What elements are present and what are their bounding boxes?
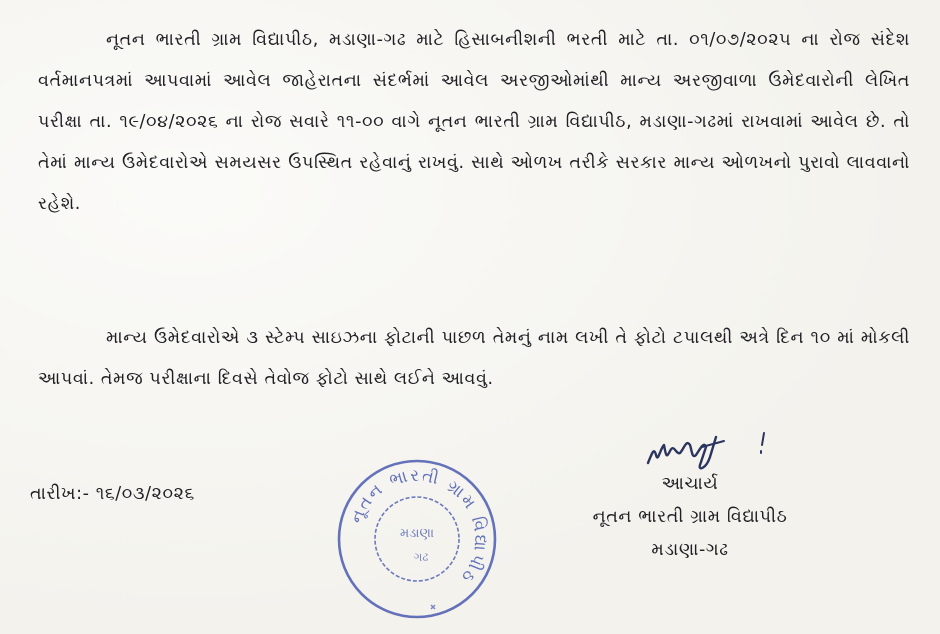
stamp-bottom-text: ગઢ — [413, 550, 429, 564]
signatory-title: આચાર્ય — [661, 474, 719, 494]
signature-stroke — [648, 437, 716, 468]
notice-paragraph-1-text: નૂતન ભારતી ગ્રામ વિદ્યાપીઠ, મડાણા-ગઢ માટે હિસાબનીશની ભરતી માટે તા. ૦૧/૦૭/૨૦૨૫ ના રોજ સંદેશ વર્તમાનપત્રમાં આપવામાં આવેલ જાહેરાતના સંદર્ભમાં આવેલ અરજીઓમાંથી માન્ય અરજીવાળા ઉમેદવારોની લેખિત પરીક્ષા તા. ૧૯/૦૪/૨૦૨૬ ના રોજ સવારે ૧૧-૦૦ વાગે નૂતન ભારતી ગ્રામ વિદ્યાપીઠ, મડાણા-ગઢમાં રાખવામાં આવેલ છે. તો તેમાં માન્ય ઉમેદવારોએ સમયસર ઉપસ્થિત રહેવાનું રાખવું. સાથે ઓળખ તરીકે સરકાર માન્ય ઓળખનો પુરાવો લાવવાનો રહેશે. — [38, 30, 910, 214]
signatory-institution: નૂતન ભારતી ગ્રામ વિદ્યાપીઠ — [592, 507, 788, 527]
stamp-star-mark — [431, 605, 435, 609]
issue-date: તારીખ:- ૧૬/૦૩/૨૦૨૬ — [30, 484, 195, 504]
notice-paragraph-2 — [38, 318, 910, 400]
stamp-outer-text-path: નૂતન ભારતી ગ્રામ વિદ્યાપીઠ — [346, 465, 491, 588]
signatory-place: મડાણા-ગઢ — [651, 540, 729, 560]
official-stamp — [333, 455, 501, 623]
signature-exclamation — [761, 433, 764, 453]
signatory-block — [555, 468, 825, 567]
notice-paragraph-1 — [38, 20, 910, 225]
stamp-inner-text: મડાણા — [399, 526, 435, 541]
notice-paragraph-2-text: માન્ય ઉમેદવારોએ ૩ સ્ટેમ્પ સાઇઝના ફોટાની પાછળ તેમનું નામ લખી તે ફોટો ટપાલથી અત્રે દિન ૧૦ માં મોકલી આપવાં. તેમજ પરીક્ષાના દિવસે તેવોજ ફોટો સાથે લઈને આવવું. — [38, 328, 910, 389]
